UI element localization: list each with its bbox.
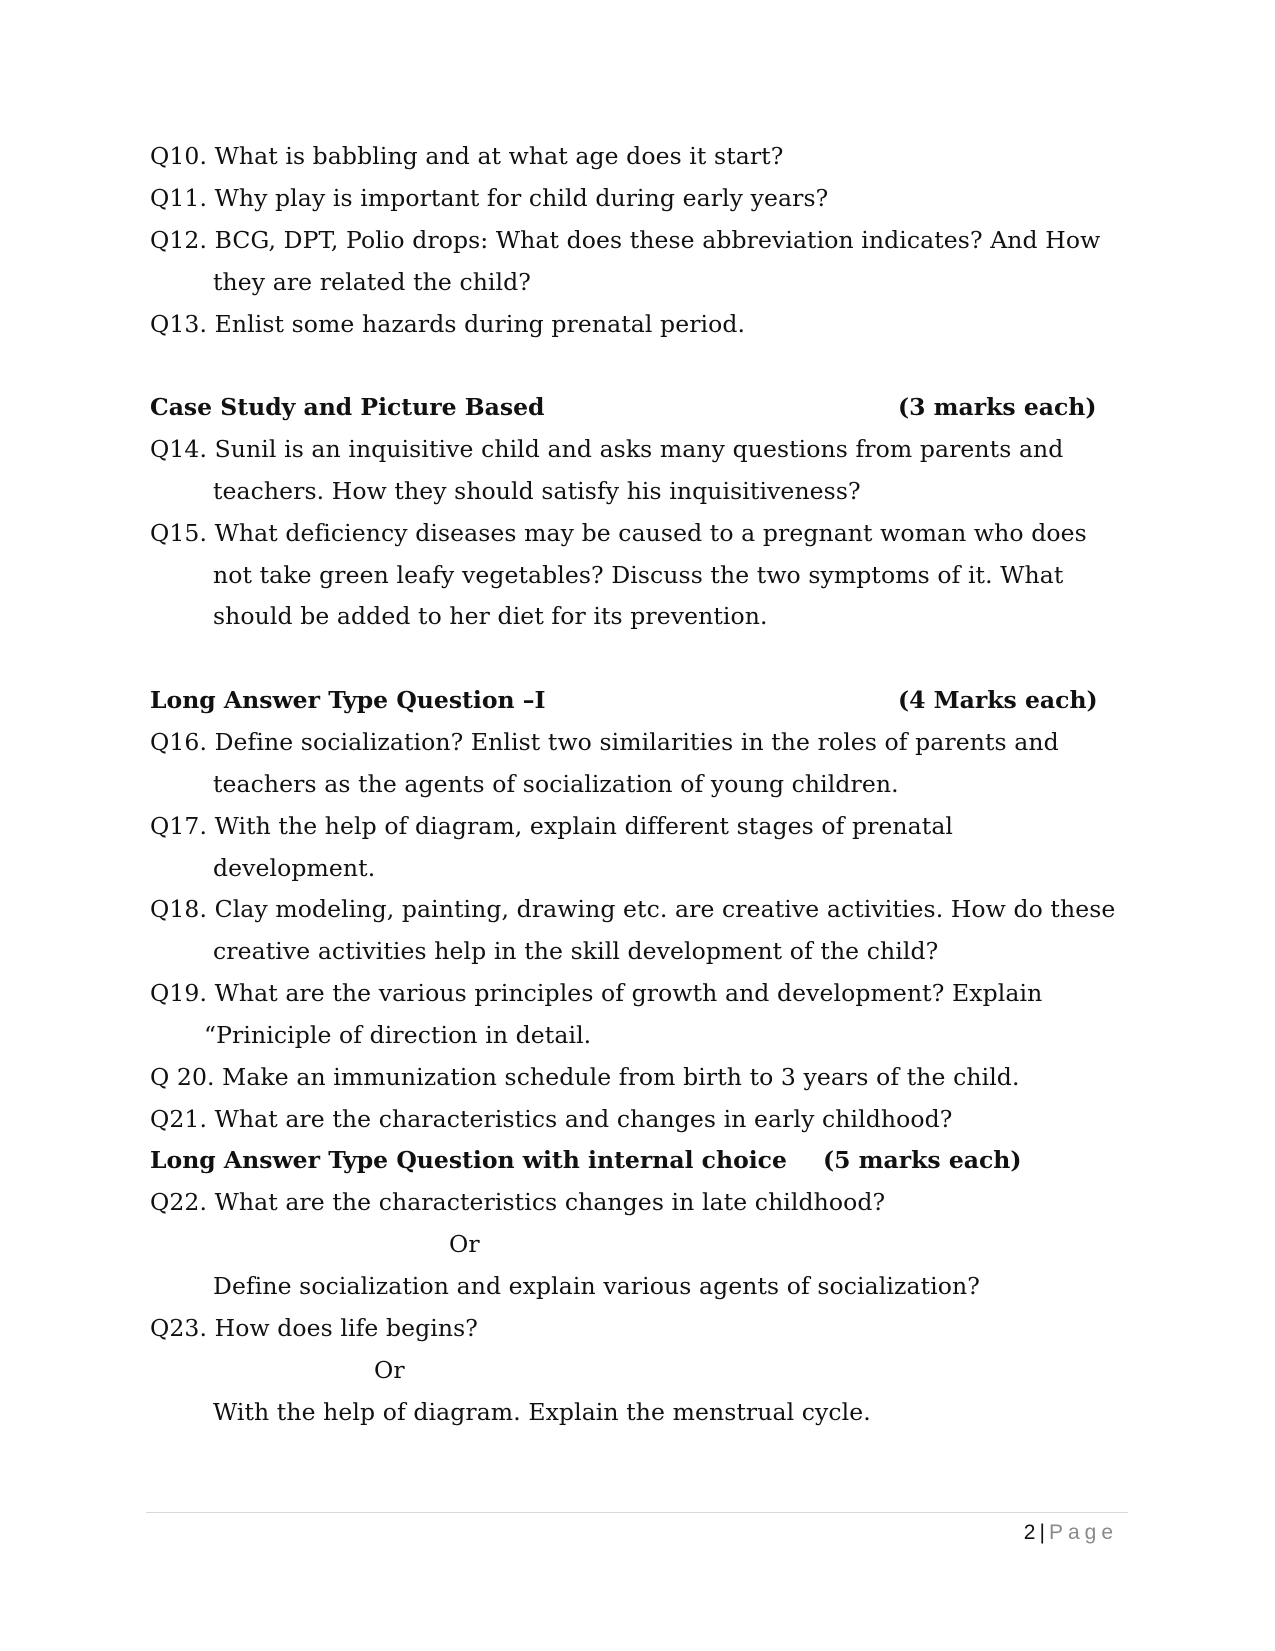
section-heading-long-answer-1: Long Answer Type Question –I bbox=[150, 686, 546, 714]
section-marks-long-answer-1: (4 Marks each) bbox=[898, 686, 1098, 714]
question-q15-continued-2: should be added to her diet for its prevention. bbox=[213, 602, 768, 630]
question-q23-alternative: With the help of diagram. Explain the menstrual cycle. bbox=[213, 1398, 871, 1426]
section-heading-long-answer-choice: Long Answer Type Question with internal choice bbox=[150, 1146, 787, 1174]
question-q22-alternative: Define socialization and explain various agents of socialization? bbox=[213, 1272, 980, 1300]
question-q14: Q14. Sunil is an inquisitive child and asks many questions from parents and bbox=[150, 435, 1064, 463]
question-q23: Q23. How does life begins? bbox=[150, 1314, 478, 1342]
page-separator: | bbox=[1039, 1521, 1045, 1544]
question-q12-continued: they are related the child? bbox=[213, 268, 532, 296]
question-q18: Q18. Clay modeling, painting, drawing etc. are creative activities. How do these bbox=[150, 895, 1116, 923]
page-footer bbox=[1024, 1518, 1118, 1548]
section-marks-case-study: (3 marks each) bbox=[898, 393, 1097, 421]
question-q21: Q21. What are the characteristics and changes in early childhood? bbox=[150, 1105, 953, 1133]
question-q16: Q16. Define socialization? Enlist two similarities in the roles of parents and bbox=[150, 728, 1059, 756]
question-q14-continued: teachers. How they should satisfy his inquisitiveness? bbox=[213, 477, 861, 505]
question-q13: Q13. Enlist some hazards during prenatal period. bbox=[150, 310, 746, 338]
footer-divider bbox=[146, 1512, 1128, 1513]
section-heading-case-study: Case Study and Picture Based bbox=[150, 393, 545, 421]
question-q15-continued-1: not take green leafy vegetables? Discuss the two symptoms of it. What bbox=[213, 561, 1064, 589]
question-q10: Q10. What is babbling and at what age does it start? bbox=[150, 142, 784, 170]
question-q17-continued: development. bbox=[213, 854, 376, 882]
choice-or-q22: Or bbox=[449, 1230, 480, 1258]
question-q19: Q19. What are the various principles of growth and development? Explain bbox=[150, 979, 1043, 1007]
question-q19-continued: “Priniciple of direction in detail. bbox=[204, 1021, 592, 1049]
question-q22: Q22. What are the characteristics changes in late childhood? bbox=[150, 1188, 886, 1216]
question-q12: Q12. BCG, DPT, Polio drops: What does these abbreviation indicates? And How bbox=[150, 226, 1101, 254]
question-q20: Q 20. Make an immunization schedule from birth to 3 years of the child. bbox=[150, 1063, 1020, 1091]
question-q17: Q17. With the help of diagram, explain different stages of prenatal bbox=[150, 812, 954, 840]
question-q11: Q11. Why play is important for child during early years? bbox=[150, 184, 829, 212]
page-label: Page bbox=[1048, 1521, 1118, 1544]
question-q15: Q15. What deficiency diseases may be caused to a pregnant woman who does bbox=[150, 519, 1087, 547]
section-marks-long-answer-choice: (5 marks each) bbox=[823, 1146, 1022, 1174]
choice-or-q23: Or bbox=[374, 1356, 405, 1384]
question-q18-continued: creative activities help in the skill development of the child? bbox=[213, 937, 939, 965]
page-number: 2 bbox=[1023, 1521, 1036, 1544]
question-q16-continued: teachers as the agents of socialization of young children. bbox=[213, 770, 899, 798]
